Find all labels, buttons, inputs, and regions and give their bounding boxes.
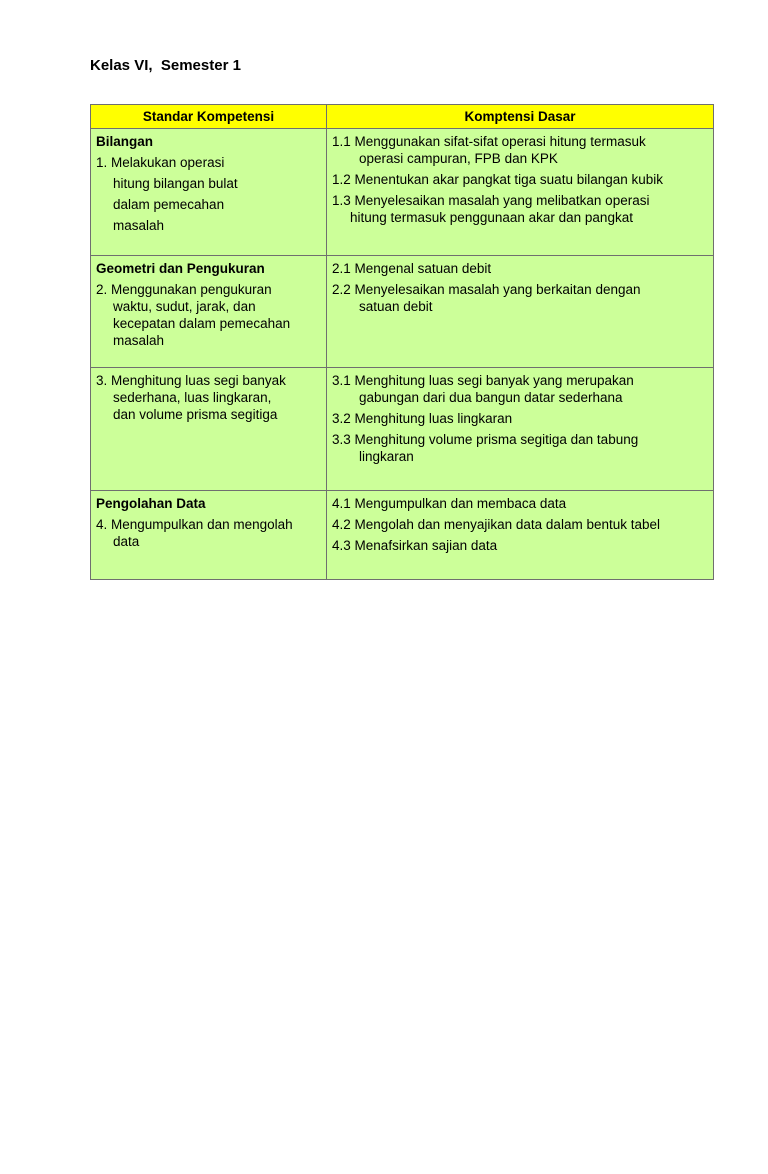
kd-item (332, 516, 709, 533)
standar-kompetensi-cell (91, 491, 327, 580)
kd-text: Menyelesaikan masalah yang melibatkan operasi (354, 193, 650, 208)
sk-line: 3. Menghitung luas segi banyak (96, 373, 286, 388)
kd-number: 1.1 (332, 134, 351, 149)
kd-text: Mengumpulkan dan membaca data (354, 496, 567, 511)
kd-item (332, 192, 709, 226)
kd-text: Menyelesaikan masalah yang berkaitan dengan (354, 282, 641, 297)
sk-section-title: Geometri dan Pengukuran (96, 261, 265, 276)
kd-continuation: operasi campuran, FPB dan KPK (359, 151, 558, 166)
page-title: Kelas VI, Semester 1 (90, 57, 241, 74)
kompetensi-dasar-cell (327, 368, 714, 491)
kompetensi-dasar-cell (327, 129, 714, 256)
kd-text: Mengenal satuan debit (354, 261, 492, 276)
column-header-standar-kompetensi: Standar Kompetensi (91, 105, 327, 129)
sk-section-title: Pengolahan Data (96, 496, 206, 511)
kd-number: 1.2 (332, 172, 351, 187)
column-header-kompetensi-dasar: Komptensi Dasar (327, 105, 714, 129)
kd-number: 4.2 (332, 517, 351, 532)
sk-line: masalah (113, 333, 165, 348)
sk-line: data (113, 534, 140, 549)
kd-item (332, 431, 709, 465)
sk-line: kecepatan dalam pemecahan (113, 316, 291, 331)
sk-line: sederhana, luas lingkaran, (113, 390, 272, 405)
sk-line: waktu, sudut, jarak, dan (113, 299, 256, 314)
kd-continuation: satuan debit (359, 299, 433, 314)
table-header-row (91, 105, 714, 129)
kd-number: 2.1 (332, 261, 351, 276)
kd-item (332, 281, 709, 315)
kd-continuation: hitung termasuk penggunaan akar dan pangkat (350, 210, 633, 225)
sk-line: masalah (113, 218, 165, 233)
kd-number: 3.3 (332, 432, 351, 447)
standar-kompetensi-cell (91, 368, 327, 491)
kd-text: Menghitung luas lingkaran (354, 411, 513, 426)
kd-number: 1.3 (332, 193, 351, 208)
table-row (91, 491, 714, 580)
table-row (91, 129, 714, 256)
kd-item (332, 410, 709, 427)
sk-line: 1. Melakukan operasi (96, 155, 225, 170)
table-row (91, 368, 714, 491)
kd-item (332, 537, 709, 554)
sk-line: hitung bilangan bulat (113, 176, 238, 191)
table-row (91, 256, 714, 368)
kd-text: Menentukan akar pangkat tiga suatu bilangan kubik (354, 172, 664, 187)
kd-text: Menafsirkan sajian data (354, 538, 498, 553)
kd-number: 4.1 (332, 496, 351, 511)
kd-number: 4.3 (332, 538, 351, 553)
kd-item (332, 260, 709, 277)
kd-item (332, 171, 709, 188)
standar-kompetensi-cell (91, 129, 327, 256)
kd-number: 2.2 (332, 282, 351, 297)
kompetensi-dasar-cell (327, 491, 714, 580)
standar-kompetensi-cell (91, 256, 327, 368)
sk-line: 4. Mengumpulkan dan mengolah (96, 517, 293, 532)
kd-item (332, 495, 709, 512)
kd-text: Menghitung luas segi banyak yang merupakan (354, 373, 634, 388)
kompetensi-dasar-cell (327, 256, 714, 368)
sk-line: dan volume prisma segitiga (113, 407, 278, 422)
kd-text: Menggunakan sifat-sifat operasi hitung termasuk (354, 134, 646, 149)
kd-text: Menghitung volume prisma segitiga dan tabung (354, 432, 639, 447)
sk-section-title: Bilangan (96, 134, 154, 149)
kd-number: 3.1 (332, 373, 351, 388)
sk-line: dalam pemecahan (113, 197, 225, 212)
kd-item (332, 133, 709, 167)
kd-text: Mengolah dan menyajikan data dalam bentuk tabel (354, 517, 661, 532)
kd-item (332, 372, 709, 406)
kd-continuation: gabungan dari dua bangun datar sederhana (359, 390, 623, 405)
sk-line: 2. Menggunakan pengukuran (96, 282, 272, 297)
competency-table (90, 104, 714, 580)
kd-continuation: lingkaran (359, 449, 414, 464)
kd-number: 3.2 (332, 411, 351, 426)
